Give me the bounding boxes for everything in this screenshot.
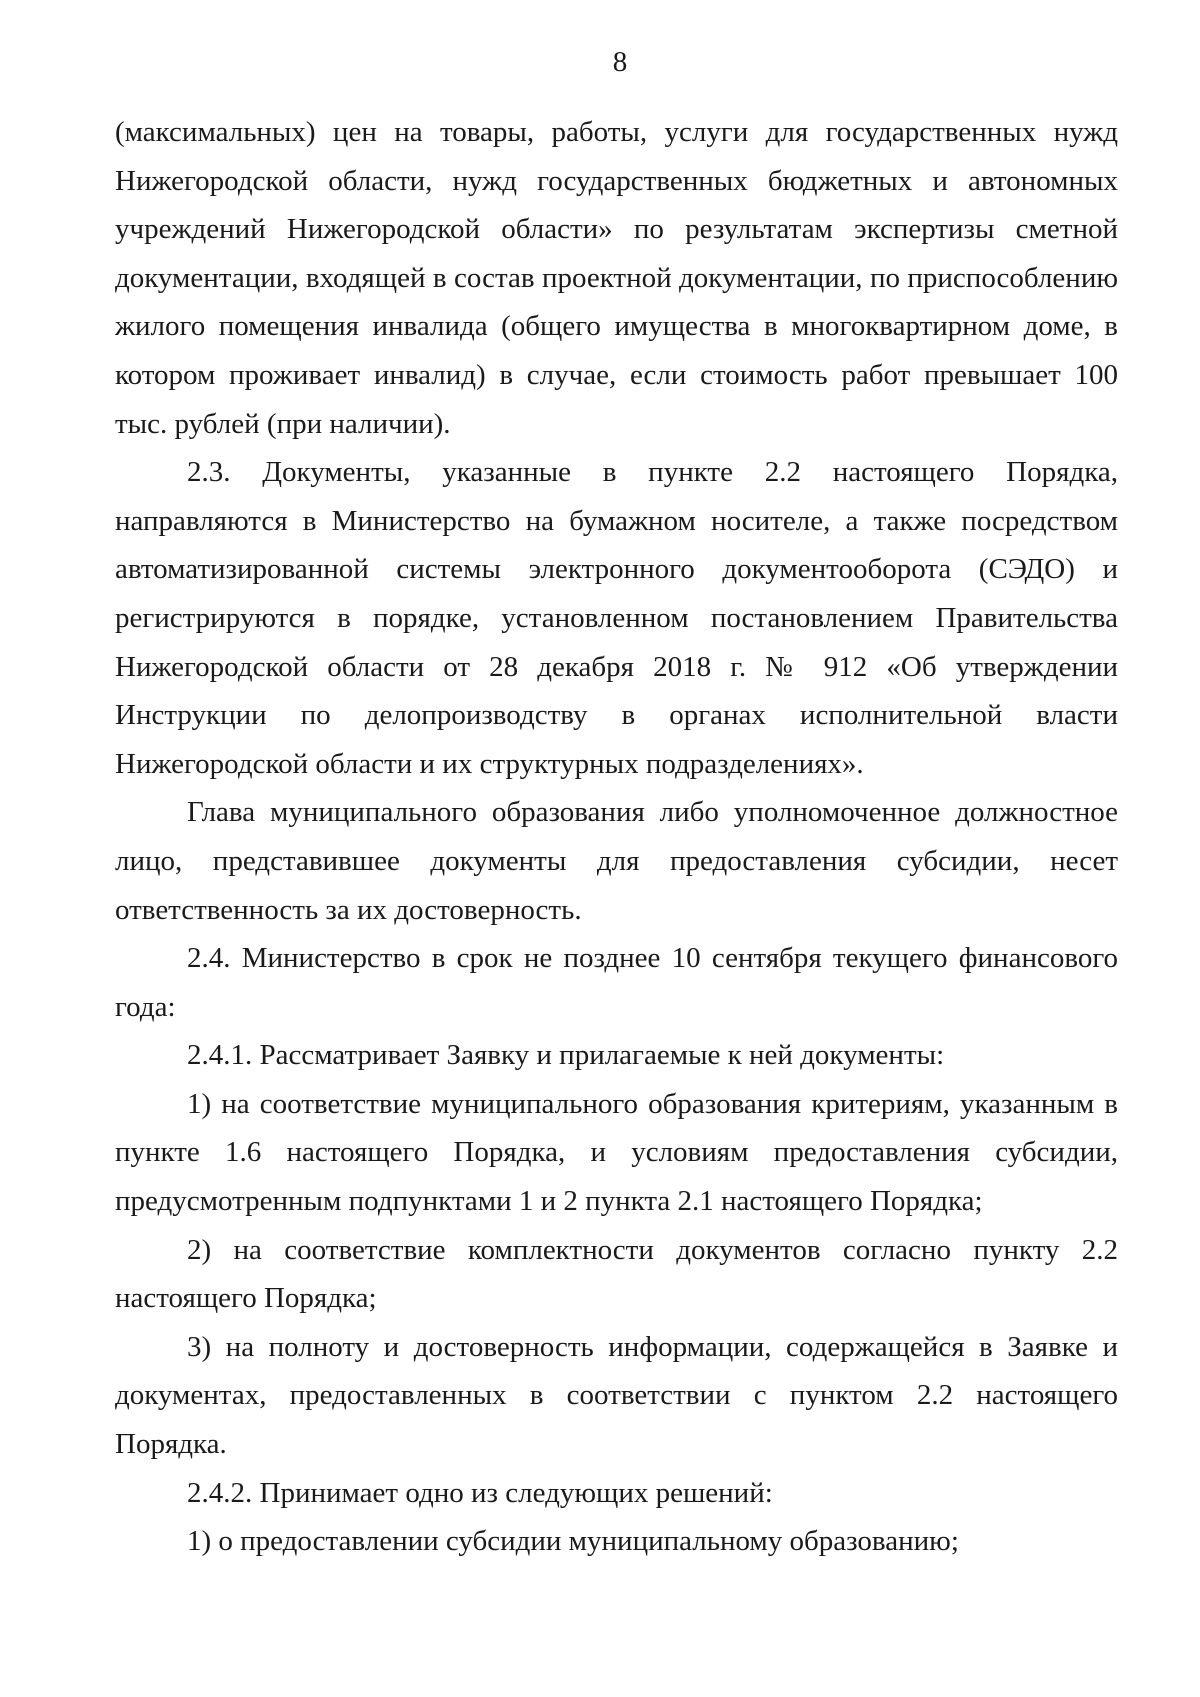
list-item-3: 3) на полноту и достоверность информации, содержащейся в Заявке и документах, предоставленных в соответствии с пунктом 2.2 настоящего Порядка. xyxy=(115,1330,1118,1461)
paragraph-2-3: 2.3. Документы, указанные в пункте 2.2 настоящего Порядка, направляются в Министерство на бумажном носителе, а также посредством автоматизированной системы электронного документооборота (СЭДО) и регистрируются в порядке, установленном постановлением Правительства Нижегородской области от 28 декабря 2018 г. № 912 «Об утверждении Инструкции по делопроизводству в органах исполнительной власти Нижегородской области и их структурных подразделениях». xyxy=(115,456,1118,780)
paragraph-responsibility: Глава муниципального образования либо уполномоченное должностное лицо, представившее документы для предоставления субсидии, несет ответственность за их достоверность. xyxy=(115,796,1118,926)
list-item-2: 2) на соответствие комплектности документов согласно пункту 2.2 настоящего Порядка; xyxy=(115,1233,1118,1315)
paragraph-2-4-2: 2.4.2. Принимает одно из следующих решений: xyxy=(187,1476,773,1509)
decision-item-1: 1) о предоставлении субсидии муниципальному образованию; xyxy=(187,1525,959,1558)
list-item-1: 1) на соответствие муниципального образования критериям, указанным в пункте 1.6 настоящего Порядка, и условиям предоставления субсидии, предусмотренным подпунктами 1 и 2 пункта 2.1 настоящего Порядка; xyxy=(115,1087,1118,1218)
paragraph-2-4-1: 2.4.1. Рассматривает Заявку и прилагаемые к ней документы: xyxy=(187,1039,945,1072)
document-body xyxy=(115,108,1118,1566)
paragraph-2-4: 2.4. Министерство в срок не позднее 10 сентября текущего финансового года: xyxy=(115,942,1118,1023)
page-number: 8 xyxy=(612,46,628,78)
paragraph-continuation: (максимальных) цен на товары, работы, услуги для государственных нужд Нижегородской области, нужд государственных бюджетных и автономных учреждений Нижегородской области» по результатам экспертизы сметной документации, входящей в состав проектной документации, по приспособлению жилого помещения инвалида (общего имущества в многоквартирном доме, в котором проживает инвалид) в случае, если стоимость работ превышает 100 тыс. рублей (при наличии). xyxy=(115,116,1118,440)
